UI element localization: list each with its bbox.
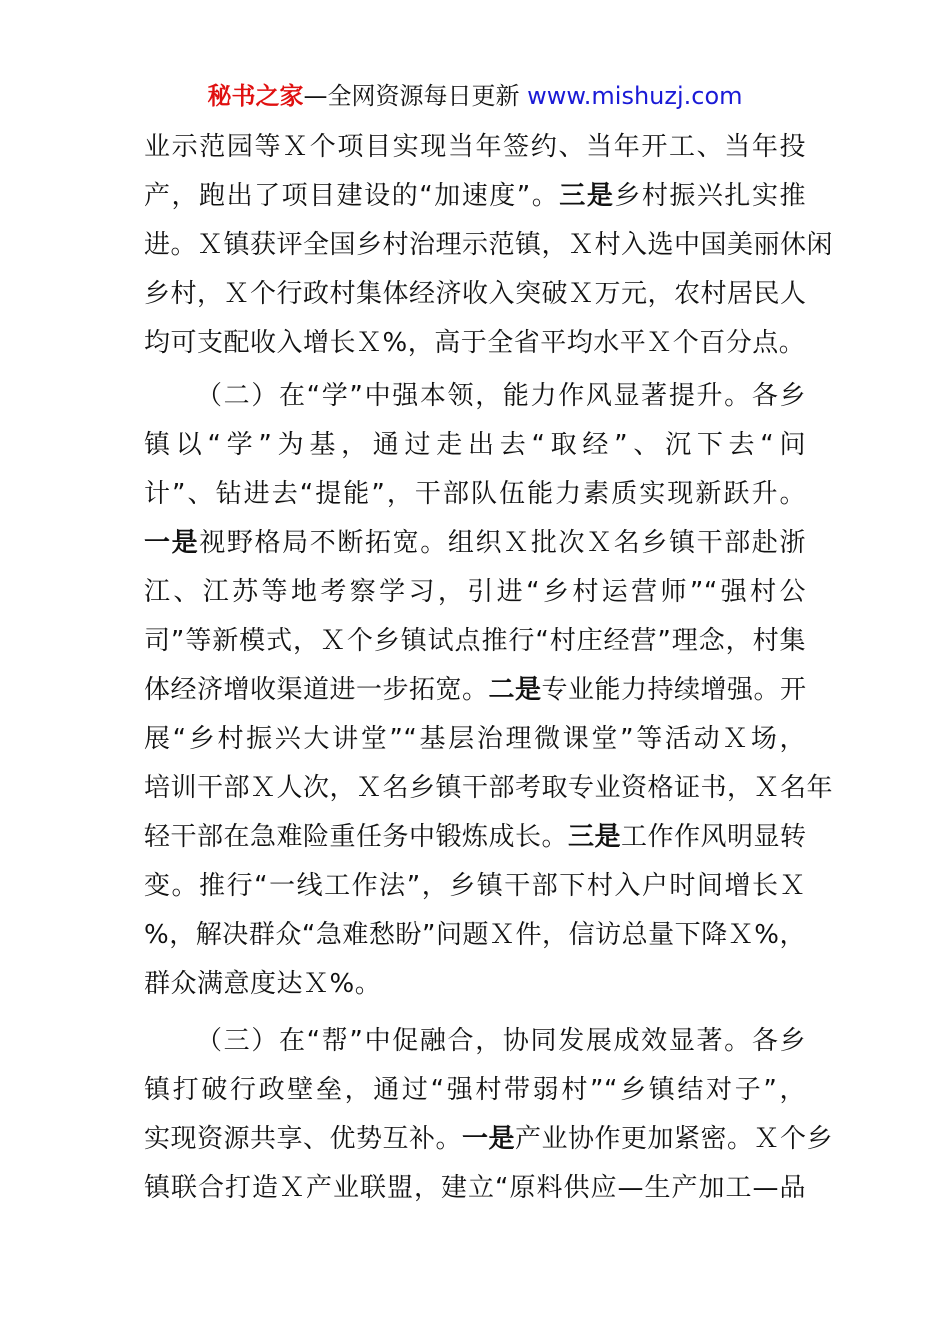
- text-line: 产，跑出了项目建设的“加速度”。三是乡村振兴扎实推: [144, 181, 806, 211]
- text-line: 江、江苏等地考察学习，引进“乡村运营师”“强村公: [144, 577, 806, 607]
- text-line: 进。Ｘ镇获评全国乡村治理示范镇，Ｘ村入选中国美丽休闲: [144, 230, 834, 260]
- bold-marker: 二是: [488, 675, 542, 705]
- bold-marker: 三是: [559, 181, 615, 211]
- site-tagline: —全网资源每日更新: [303, 82, 528, 110]
- site-brand: 秘书之家: [207, 82, 304, 110]
- bold-marker: 三是: [568, 822, 622, 852]
- bold-marker: 一是: [144, 528, 200, 558]
- text-line: 群众满意度达Ｘ%。: [144, 969, 382, 999]
- text-line: %，解决群众“急难愁盼”问题Ｘ件，信访总量下降Ｘ%，: [144, 920, 806, 950]
- text-line: 乡村，Ｘ个行政村集体经济收入突破Ｘ万元，农村居民人: [144, 279, 807, 309]
- text-line: 镇以“学”为基，通过走出去“取经”、沉下去“问: [144, 430, 806, 460]
- text-line: 司”等新模式，Ｘ个乡镇试点推行“村庄经营”理念，村集: [144, 626, 806, 656]
- text-line: 培训干部Ｘ人次，Ｘ名乡镇干部考取专业资格证书，Ｘ名年: [144, 773, 834, 803]
- site-url-link[interactable]: www.mishuzj.com: [527, 82, 743, 110]
- text-line: 展“乡村振兴大讲堂”“基层治理微课堂”等活动Ｘ场，: [144, 724, 806, 754]
- bold-marker: 一是: [462, 1124, 516, 1154]
- text-line: 轻干部在急难险重任务中锻炼成长。三是工作作风明显转: [144, 822, 807, 852]
- text-line: 一是视野格局不断拓宽。组织Ｘ批次Ｘ名乡镇干部赴浙: [144, 528, 806, 558]
- section-heading-line: （二）在“学”中强本领，能力作风显著提升。各乡: [196, 381, 806, 411]
- text-line: 变。推行“一线工作法”，乡镇干部下村入户时间增长Ｘ: [144, 871, 806, 901]
- text-line: 均可支配收入增长Ｘ%，高于全省平均水平Ｘ个百分点。: [144, 328, 806, 358]
- text-line: 镇联合打造Ｘ产业联盟，建立“原料供应—生产加工—品: [144, 1173, 806, 1203]
- text-line: 镇打破行政壁垒，通过“强村带弱村”“乡镇结对子”，: [144, 1075, 806, 1105]
- section-heading-line: （三）在“帮”中促融合，协同发展成效显著。各乡: [196, 1026, 806, 1056]
- text-line: 实现资源共享、优势互补。一是产业协作更加紧密。Ｘ个乡: [144, 1124, 834, 1154]
- text-line: 体经济增收渠道进一步拓宽。二是专业能力持续增强。开: [144, 675, 807, 705]
- site-header: [0, 78, 950, 114]
- text-line: 计”、钻进去“提能”，干部队伍能力素质实现新跃升。: [144, 479, 806, 509]
- text-line: 业示范园等Ｘ个项目实现当年签约、当年开工、当年投: [144, 132, 806, 162]
